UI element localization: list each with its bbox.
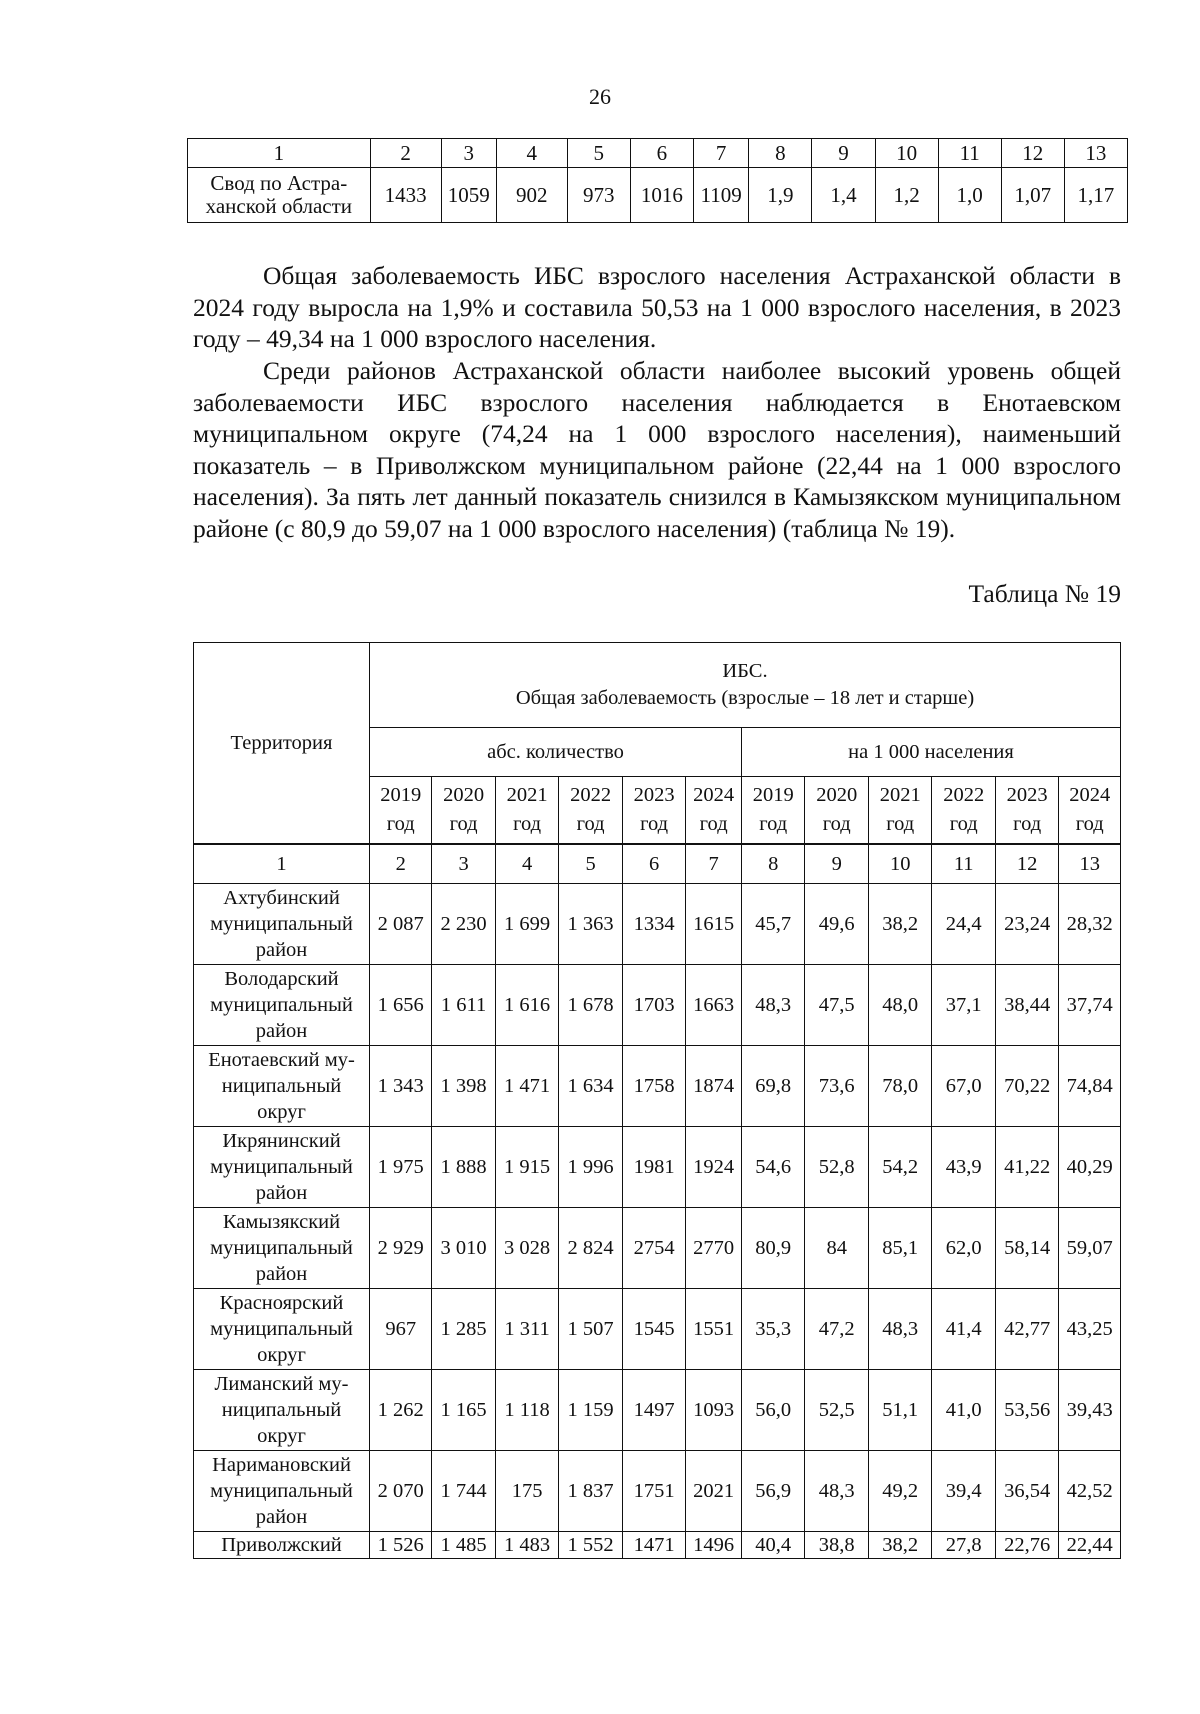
table-cell: 1 507 [559,1289,622,1370]
table-cell: 48,3 [868,1289,931,1370]
table-cell: 54,6 [742,1127,805,1208]
table-cell: 1 744 [432,1451,495,1532]
table-cell: 2754 [622,1208,685,1289]
summary-value: 902 [496,168,567,223]
table-cell: 47,2 [805,1289,868,1370]
territory-name-line: Наримановский [212,1454,351,1476]
column-number: 6 [622,844,685,884]
year-suffix: год [1013,813,1042,835]
column-number: 7 [686,844,742,884]
table-cell: 35,3 [742,1289,805,1370]
year-header [370,777,432,845]
table-cell: 1 915 [495,1127,558,1208]
territory-name-line: Енотаевский му- [208,1049,355,1071]
table-cell: 1 526 [370,1532,432,1559]
table-cell: 36,54 [995,1451,1058,1532]
territory-name-line: муниципальный [210,1156,353,1178]
table-cell: 175 [495,1451,558,1532]
territory-name-line: район [255,1263,308,1285]
table-cell: 1981 [622,1127,685,1208]
table-cell: 27,8 [932,1532,995,1559]
year-header [932,777,995,845]
table-cell: 48,3 [742,965,805,1046]
column-number: 4 [496,139,567,168]
territory-name-line: Камызякский [222,1211,341,1233]
column-number: 10 [868,844,931,884]
column-number-row [194,844,1121,884]
column-number: 13 [1059,844,1121,884]
table-cell: 40,29 [1059,1127,1121,1208]
paragraph-districts: Среди районов Астраханской области наиболее высокий уровень общей заболеваемости ИБС взрослого населения наблюдается в Енотаевском муниципальном округе (74,24 на 1 000 взрослого населения), наименьший показатель – в Приволжском муниципальном районе (22,44 на 1 000 взрослого населения). За пять лет данный показатель снизился в Камызякском муниципальном районе (с 80,9 до 59,07 на 1 000 взрослого населения) (таблица № 19). [193,356,1121,543]
year-label: 2023 [633,784,675,806]
table-cell: 22,44 [1059,1532,1121,1559]
column-number: 1 [188,139,371,168]
table-cell: 38,8 [805,1532,868,1559]
year-header [995,777,1058,845]
column-number: 10 [875,139,938,168]
summary-value: 973 [567,168,630,223]
column-number: 12 [1001,139,1064,168]
table-cell: 39,4 [932,1451,995,1532]
territory-name-line: Икрянинский [222,1130,341,1152]
table-cell: 1 485 [432,1532,495,1559]
territory-name-line: ниципальный [221,1075,342,1097]
table-cell: 62,0 [932,1208,995,1289]
year-suffix: год [640,813,669,835]
column-number: 9 [812,139,875,168]
table-cell: 1751 [622,1451,685,1532]
table-cell: 1093 [686,1370,742,1451]
table-cell: 1 483 [495,1532,558,1559]
table-cell: 1471 [622,1532,685,1559]
table-cell: 49,6 [805,884,868,965]
summary-value: 1016 [630,168,693,223]
table-cell: 58,14 [995,1208,1058,1289]
table-cell: 1 552 [559,1532,622,1559]
column-number: 5 [559,844,622,884]
year-label: 2020 [816,784,858,806]
year-suffix: год [886,813,915,835]
year-header [622,777,685,845]
table-cell: 42,77 [995,1289,1058,1370]
territory-name-line: район [255,1020,308,1042]
table-cell: 78,0 [868,1046,931,1127]
table-cell: 84 [805,1208,868,1289]
column-number: 5 [567,139,630,168]
table-cell: 1 611 [432,965,495,1046]
table-cell: 42,52 [1059,1451,1121,1532]
column-number: 11 [938,139,1001,168]
table-row [194,1451,1121,1532]
table-row [194,965,1121,1046]
summary-value: 1,9 [749,168,812,223]
territory-name-line: муниципальный [210,1237,353,1259]
table-cell: 1 118 [495,1370,558,1451]
table-cell: 2 087 [370,884,432,965]
summary-value: 1,2 [875,168,938,223]
table-cell: 40,4 [742,1532,805,1559]
table-cell: 1545 [622,1289,685,1370]
table-cell: 69,8 [742,1046,805,1127]
table-cell: 2 070 [370,1451,432,1532]
column-number: 13 [1064,139,1127,168]
table-cell: 1 471 [495,1046,558,1127]
summary-value: 1,4 [812,168,875,223]
year-header [1059,777,1121,845]
table-cell: 1874 [686,1046,742,1127]
table-cell: 1924 [686,1127,742,1208]
year-suffix: год [386,813,415,835]
summary-value: 1059 [441,168,496,223]
table-cell: 74,84 [1059,1046,1121,1127]
year-header [559,777,622,845]
table-cell: 1497 [622,1370,685,1451]
year-label: 2019 [380,784,422,806]
table-cell: 54,2 [868,1127,931,1208]
table-cell: 38,2 [868,884,931,965]
year-header [495,777,558,845]
summary-value: 1,07 [1001,168,1064,223]
table-cell: 41,4 [932,1289,995,1370]
territory-name-line: муниципальный [210,994,353,1016]
year-suffix: год [1075,813,1104,835]
territory-name-line: Лиманский му- [214,1373,349,1395]
summary-row [188,168,1128,223]
year-label: 2024 [693,784,735,806]
year-label: 2019 [752,784,794,806]
territory-name-line: муниципальный [210,1480,353,1502]
table-cell: 43,25 [1059,1289,1121,1370]
table-cell: 22,76 [995,1532,1058,1559]
year-header [686,777,742,845]
column-number: 4 [495,844,558,884]
column-number: 9 [805,844,868,884]
table-cell: 2 824 [559,1208,622,1289]
table-cell: 23,24 [995,884,1058,965]
table-cell: 39,43 [1059,1370,1121,1451]
table-row [194,884,1121,965]
year-label: 2020 [443,784,485,806]
summary-value: 1433 [370,168,441,223]
table-cell: 2 929 [370,1208,432,1289]
table-cell: 3 010 [432,1208,495,1289]
table-cell: 3 028 [495,1208,558,1289]
territory-name-line: Красноярский [219,1292,344,1314]
table-cell: 1 678 [559,965,622,1046]
table-row [194,1532,1121,1559]
territory-name-line: округ [257,1101,306,1123]
table-cell: 45,7 [742,884,805,965]
table-cell: 2770 [686,1208,742,1289]
table-cell: 56,0 [742,1370,805,1451]
table-cell: 70,22 [995,1046,1058,1127]
table-cell: 37,1 [932,965,995,1046]
column-number: 1 [194,844,370,884]
territory-name-line: ниципальный [221,1399,342,1421]
territory-name-line: муниципальный [210,913,353,935]
territory-header: Территория [194,643,370,845]
column-number: 7 [693,139,748,168]
table-cell: 1 975 [370,1127,432,1208]
table-cell: 47,5 [805,965,868,1046]
territory-name [194,1370,370,1451]
year-label: 2021 [879,784,921,806]
table-cell: 1 363 [559,884,622,965]
table-cell: 80,9 [742,1208,805,1289]
table-cell: 52,8 [805,1127,868,1208]
year-header [805,777,868,845]
summary-value: 1,0 [938,168,1001,223]
table-cell: 1 165 [432,1370,495,1451]
territory-name [194,1208,370,1289]
paragraph-incidence-overall: Общая заболеваемость ИБС взрослого населения Астраханской области в 2024 году выросла на 1,9% и составила 50,53 на 1 000 взрослого населения, в 2023 году – 49,34 на 1 000 взрослого населения. [193,261,1121,353]
table-cell: 1 285 [432,1289,495,1370]
table-cell: 1663 [686,965,742,1046]
territory-name-line: район [255,939,308,961]
table-row [194,1208,1121,1289]
column-number: 8 [749,139,812,168]
territory-name [194,1127,370,1208]
table-row [194,1046,1121,1127]
table-cell: 1 634 [559,1046,622,1127]
table-cell: 48,3 [805,1451,868,1532]
table-cell: 38,2 [868,1532,931,1559]
year-label: 2024 [1069,784,1111,806]
table-row [194,1289,1121,1370]
table-cell: 1 343 [370,1046,432,1127]
table-cell: 38,44 [995,965,1058,1046]
year-label: 2022 [943,784,985,806]
territory-name-line: муниципальный [210,1318,353,1340]
territory-name-line: район [255,1506,308,1528]
table-cell: 49,2 [868,1451,931,1532]
year-label: 2023 [1006,784,1048,806]
territory-name-line: Володарский [224,968,339,990]
table-cell: 1615 [686,884,742,965]
territory-name [194,965,370,1046]
column-number: 3 [432,844,495,884]
table-cell: 52,5 [805,1370,868,1451]
table-cell: 1 398 [432,1046,495,1127]
territory-name [194,1046,370,1127]
summary-value: 1109 [693,168,748,223]
table-caption: Таблица № 19 [968,579,1121,608]
column-number-row [188,139,1128,168]
table-cell: 2 230 [432,884,495,965]
table-cell: 41,22 [995,1127,1058,1208]
table-cell: 1 837 [559,1451,622,1532]
territory-name [194,884,370,965]
table-cell: 24,4 [932,884,995,965]
table-cell: 1 656 [370,965,432,1046]
year-label: 2021 [506,784,548,806]
column-number: 3 [441,139,496,168]
territory-name [194,1451,370,1532]
table-cell: 1 311 [495,1289,558,1370]
year-label: 2022 [570,784,612,806]
territory-name [194,1289,370,1370]
year-suffix: год [759,813,788,835]
territory-name-line: округ [257,1344,306,1366]
column-number: 8 [742,844,805,884]
table-cell: 1 159 [559,1370,622,1451]
table-row [194,1127,1121,1208]
table-cell: 1 996 [559,1127,622,1208]
table-cell: 1 262 [370,1370,432,1451]
table-cell: 37,74 [1059,965,1121,1046]
table-cell: 1 616 [495,965,558,1046]
territory-name-line: район [255,1182,308,1204]
table-cell: 1 888 [432,1127,495,1208]
table-cell: 1703 [622,965,685,1046]
table-cell: 43,9 [932,1127,995,1208]
year-header [742,777,805,845]
column-number: 12 [995,844,1058,884]
year-suffix: год [822,813,851,835]
territory-name-line: округ [257,1425,306,1447]
summary-label: Свод по Астра- ханской области [188,168,371,223]
year-suffix: год [576,813,605,835]
table-cell: 28,32 [1059,884,1121,965]
year-header [432,777,495,845]
table-cell: 56,9 [742,1451,805,1532]
table-cell: 85,1 [868,1208,931,1289]
table-cell: 59,07 [1059,1208,1121,1289]
table-cell: 53,56 [995,1370,1058,1451]
per-1000-header: на 1 000 населения [742,728,1121,777]
table-cell: 48,0 [868,965,931,1046]
table-cell: 67,0 [932,1046,995,1127]
year-suffix: год [699,813,728,835]
continuation-table [187,138,1128,223]
table-cell: 51,1 [868,1370,931,1451]
table-cell: 967 [370,1289,432,1370]
year-suffix: год [449,813,478,835]
territory-name: Приволжский [194,1532,370,1559]
table-cell: 1551 [686,1289,742,1370]
table-cell: 1334 [622,884,685,965]
table-cell: 1758 [622,1046,685,1127]
ihd-incidence-table [193,642,1121,1559]
page-number: 26 [589,84,611,109]
table-cell: 1 699 [495,884,558,965]
summary-value: 1,17 [1064,168,1127,223]
territory-name-line: Ахтубинский [223,887,340,909]
year-suffix: год [949,813,978,835]
column-number: 2 [370,139,441,168]
absolute-count-header: абс. количество [370,728,742,777]
table-cell: 73,6 [805,1046,868,1127]
year-suffix: год [513,813,542,835]
column-number: 2 [370,844,432,884]
table-cell: 41,0 [932,1370,995,1451]
table-row [194,1370,1121,1451]
year-header [868,777,931,845]
table-cell: 1496 [686,1532,742,1559]
table-title: ИБС. Общая заболеваемость (взрослые – 18 лет и старше) [370,643,1121,728]
column-number: 11 [932,844,995,884]
column-number: 6 [630,139,693,168]
table-cell: 2021 [686,1451,742,1532]
